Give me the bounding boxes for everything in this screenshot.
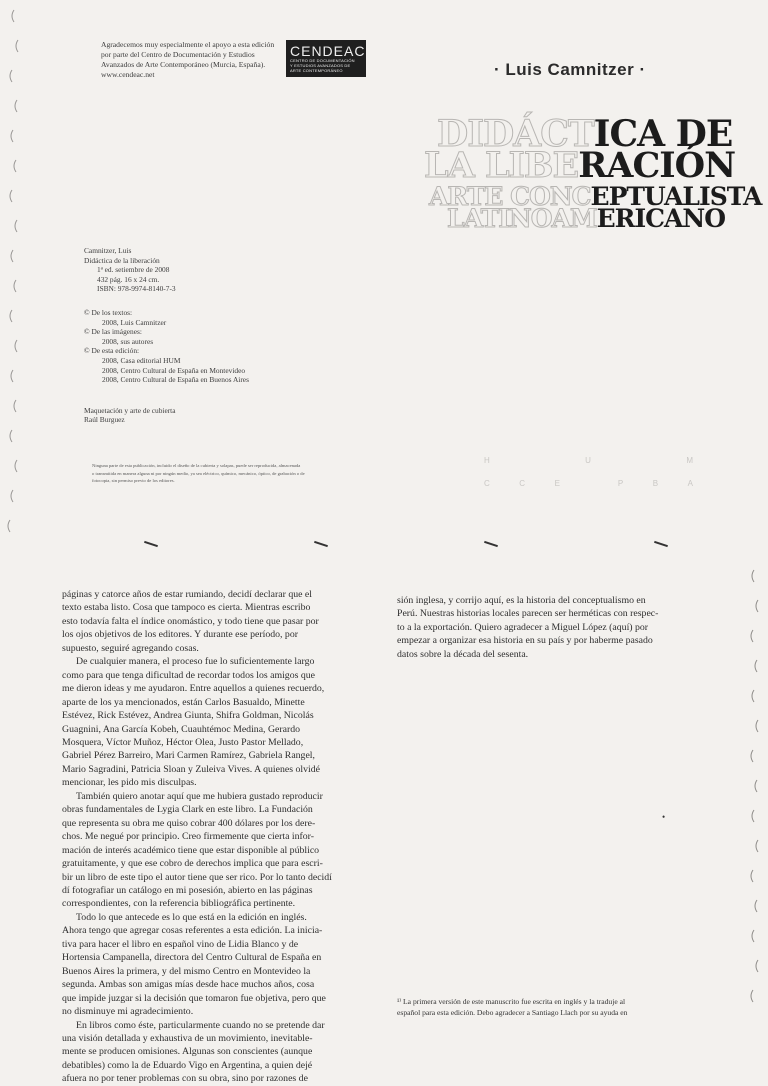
footnote (397, 996, 697, 1018)
body-line: aparte de los ya mencionados, están Carlos Basualdo, Minette (62, 696, 305, 708)
footnote-line: ¹⁾ La primera versión de este manuscrito fue escrita en inglés y la traduje al (397, 997, 626, 1006)
faint-letter: B (652, 479, 660, 488)
crop-mark (654, 541, 668, 547)
ack-line: por parte del Centro de Documentación y Estudios (101, 50, 255, 59)
body-text-right-column (397, 594, 677, 661)
copyright-label: © De las imágenes: (84, 327, 142, 337)
body-line: gratuitamente, y que ese cobro de derechos implica que para escri- (62, 858, 323, 870)
body-line: dí fotografiar un catálogo en mi posesión, abierto en las páginas (62, 884, 313, 896)
colophon (84, 246, 324, 425)
logo-name: CENDEAC (290, 43, 366, 59)
faint-letter: P (617, 479, 625, 488)
faint-letter: E (554, 479, 561, 488)
copyright-item: 2008, Centro Cultural de España en Montevideo (102, 365, 246, 375)
body-line: afuera no por tener problemas con su obra, sino por razones de (62, 1073, 308, 1085)
body-line: los ojos objetivos de los editores. Y durante ese período, por (62, 629, 298, 641)
copyright-item: 2008, Centro Cultural de España en Buenos Aires (102, 375, 249, 385)
scan-edge-left (0, 0, 28, 540)
copyright-item: 2008, sus autores (102, 336, 154, 346)
author-name: · Luis Camnitzer · (494, 60, 646, 79)
catalog-title: Didáctica de la liberación (84, 255, 160, 265)
copyright-label: © De los textos: (84, 307, 133, 317)
body-line: tiva para hacer el libro en español vino de Lidia Blanco y de (62, 938, 299, 950)
title-ghost-part: DIDÁCT (437, 113, 594, 155)
body-line: chos. Me negué por principio. Creo firmemente que cierta infor- (62, 831, 314, 843)
body-line: bir un libro de este tipo el autor tiene que ser rico. Por lo tanto decidí (62, 871, 332, 883)
title-ghost-part: ARTE CONC (429, 182, 591, 211)
body-line: De cualquier manera, el proceso fue lo suficientemente largo (76, 656, 315, 668)
title-solid-part: ERICANO (596, 204, 726, 233)
body-line: Mosquera, Víctor Muñoz, Héctor Olea, Justo Pastor Mellado, (62, 736, 304, 748)
faint-letter: A (687, 479, 694, 488)
acknowledgment (101, 40, 301, 80)
title-ghost-part: LATINOAM (447, 204, 597, 233)
body-line: También quiero anotar aquí que me hubiera gustado reproducir (76, 790, 323, 802)
ack-line: Agradecemos muy especialmente el apoyo a esta edición (101, 40, 275, 49)
logo-subline: ARTE CONTEMPORÁNEO (290, 68, 343, 73)
body-line: sión inglesa, y corrijo aquí, es la historia del conceptualismo en (397, 595, 646, 606)
body-line: no disminuye mi agradecimiento. (62, 1006, 194, 1018)
catalog-isbn: ISBN: 978-9974-8140-7-3 (97, 284, 176, 294)
body-line: texto estaba listo. Cosa que tampoco es cierta. Mientras escribo (62, 602, 311, 614)
design-credit-label: Maquetación y arte de cubierta (84, 405, 176, 415)
legal-line: fotocopia, sin permiso previo de los editores. (92, 478, 175, 484)
body-line: Gabriel Pérez Barreiro, Mari Carmen Ramírez, Gabriela Rangel, (62, 750, 315, 762)
faint-letter: C (484, 479, 491, 488)
ack-line: Avanzados de Arte Contemporáneo (Murcia, España). (101, 60, 266, 69)
copyright-item: 2008, Luis Camnitzer (102, 317, 167, 327)
body-line: me dieron ideas y me ayudaron. Entre aquellos a quienes recuerdo, (62, 683, 325, 695)
design-credit-name: Raúl Burguez (84, 415, 125, 425)
title-solid-part: RACIÓN (578, 145, 736, 186)
faint-letter: U (585, 456, 592, 465)
faint-logos (484, 456, 694, 502)
title-solid-part: ICA DE (593, 113, 733, 155)
logo-subline: CENTRO DE DOCUMENTACIÓN (290, 58, 355, 63)
body-line: una visión detallada y exhaustiva de un movimiento, inevitable- (62, 1032, 313, 1044)
body-line: Todo lo que antecede es lo que está en la edición en inglés. (76, 911, 307, 923)
body-line: esto todavía falta el índice onomástico, y todo tiene que pasar por (62, 615, 319, 627)
body-line: mente se producen omisiones. Algunas son conscientes (aunque (62, 1046, 313, 1058)
body-line: mencionar, les pido mis disculpas. (62, 777, 197, 789)
body-text-left-column (62, 588, 372, 1086)
body-line: correspondientes, con la referencia bibliográfica pertinente. (62, 898, 296, 910)
body-line: Mario Sagradini, Patricia Sloan y Zuleiva Vives. A quienes olvidé (62, 763, 320, 775)
crop-mark (484, 541, 498, 547)
body-line: to a la exportación. Quiero agradecer a Miguel López (aquí) por (397, 621, 649, 633)
book-subtitle-line (447, 204, 725, 233)
body-line: páginas y catorce años de estar rumiando, decidí declarar que el (62, 589, 312, 600)
scan-edge-right (744, 560, 768, 1024)
body-line: supuesto, seguiré agregando cosas. (62, 642, 199, 654)
copyright-label: © De esta edición: (84, 346, 140, 356)
catalog-pages: 432 pág. 16 x 24 cm. (97, 274, 160, 284)
body-line: segunda. Ambas son amigas mías desde hace muchos años, cosa (62, 979, 315, 991)
copyright-item: 2008, Casa editorial HUM (102, 355, 181, 365)
cendeac-logo (286, 40, 366, 77)
legal-line: o transmitida en manera alguna ni por ningún medio, ya sea eléctrico, químico, mecánico, óptico, de grabación o de (92, 470, 305, 476)
crop-mark (314, 541, 328, 547)
title-ghost-part: LA LIBE (424, 145, 579, 186)
title-solid-part: EPTUALISTA (590, 182, 762, 211)
body-line: Estévez, Rick Estévez, Andrea Giunta, Shifra Goldman, Nicolás (62, 710, 314, 722)
body-line: datos sobre la década del sesenta. (397, 648, 529, 660)
stray-mark: • (662, 812, 666, 822)
body-line: En libros como éste, particularmente cuando no se pretende dar (76, 1019, 325, 1031)
body-line: Guagnini, Ana García Kobeh, Cuauhtémoc Medina, Gerardo (62, 723, 301, 735)
body-line: Hortensia Campanella, directora del Centro Cultural de España en (62, 952, 322, 964)
book-title-line (424, 145, 735, 186)
faint-letter: C (519, 479, 527, 488)
crop-mark (144, 541, 158, 547)
body-line: obras fundamentales de Lygia Clark en este libro. La Fundación (62, 804, 313, 816)
catalog-edition: 1ª ed. setiembre de 2008 (97, 265, 170, 275)
footnote-line: español para esta edición. Debo agradecer a Santiago Llach por su ayuda en (397, 1008, 628, 1017)
catalog-author: Camnitzer, Luis (84, 246, 132, 255)
logo-subline: Y ESTUDIOS AVANZADOS DE (290, 63, 351, 68)
body-line: empezar a organizar esa historia en su país y por haberme pasado (397, 635, 653, 647)
body-line: Buenos Aires la primera, y del mismo Centro en Montevideo la (62, 965, 311, 977)
body-line: que representa su obra me quiso cobrar 400 dólares por los dere- (62, 817, 316, 829)
body-line: debatibles) como la de Eduardo Vigo en Argentina, a quien dejé (62, 1059, 313, 1071)
legal-line: Ninguna parte de esta publicación, incluido el diseño de la cubierta y solapas, puede ser reproducida, almacenada (92, 463, 301, 468)
body-line: mación de interés académico tiene que estar disponible al público (62, 844, 320, 856)
ack-url: www.cendeac.net (101, 70, 155, 79)
faint-letter: H (484, 456, 491, 465)
legal-notice (92, 462, 392, 485)
faint-letter: M (686, 456, 694, 465)
body-line: que impide juzgar si la decisión que tomaron fue objetiva, pero que (62, 992, 326, 1004)
body-line: Ahora tengo que agregar cosas referentes a esta edición. La inicia- (62, 925, 323, 937)
body-line: como para que tenga dificultad de recordar todos los amigos que (62, 669, 316, 681)
body-line: Perú. Nuestras historias locales parecen ser herméticas con respec- (397, 608, 659, 620)
